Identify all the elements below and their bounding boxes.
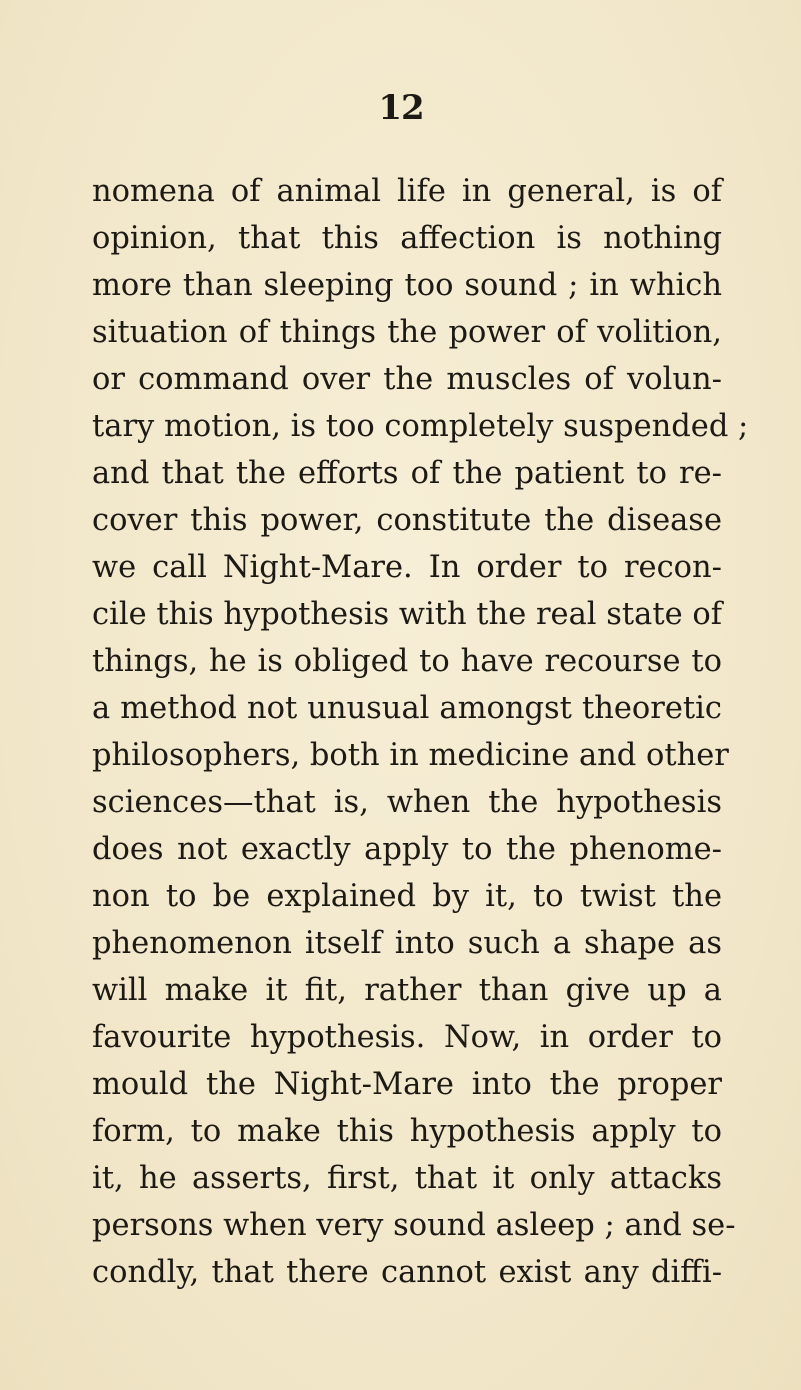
- text-line: tary motion, is too completely suspended ;: [92, 409, 749, 444]
- text-line: condly, that there cannot exist any diffi-: [92, 1255, 722, 1290]
- text-line: does not exactly apply to the phenome-: [92, 832, 722, 867]
- text-line: more than sleeping too sound ; in which: [92, 268, 722, 303]
- text-line: we call Night-Mare. In order to recon-: [92, 550, 722, 585]
- text-line: mould the Night-Mare into the proper: [92, 1067, 722, 1102]
- text-line: it, he asserts, first, that it only attacks: [92, 1161, 722, 1196]
- text-line: non to be explained by it, to twist the: [92, 879, 722, 914]
- text-line: favourite hypothesis. Now, in order to: [92, 1020, 722, 1055]
- text-line: form, to make this hypothesis apply to: [92, 1114, 722, 1149]
- text-line: sciences—that is, when the hypothesis: [92, 785, 722, 820]
- page-number: 12: [378, 88, 424, 128]
- text-line: philosophers, both in medicine and other: [92, 738, 729, 773]
- text-line: cile this hypothesis with the real state of: [92, 597, 722, 632]
- text-line: nomena of animal life in general, is of: [92, 174, 722, 209]
- text-line: persons when very sound asleep ; and se-: [92, 1208, 736, 1243]
- text-line: a method not unusual amongst theoretic: [92, 691, 722, 726]
- text-line: or command over the muscles of volun-: [92, 362, 722, 397]
- text-line: cover this power, constitute the disease: [92, 503, 722, 538]
- body-text: [92, 168, 749, 1296]
- text-line: and that the efforts of the patient to re-: [92, 456, 722, 491]
- text-line: will make it fit, rather than give up a: [92, 973, 722, 1008]
- text-line: situation of things the power of volition,: [92, 315, 722, 350]
- text-line: opinion, that this affection is nothing: [92, 221, 722, 256]
- text-line: things, he is obliged to have recourse to: [92, 644, 722, 679]
- text-line: phenomenon itself into such a shape as: [92, 926, 722, 961]
